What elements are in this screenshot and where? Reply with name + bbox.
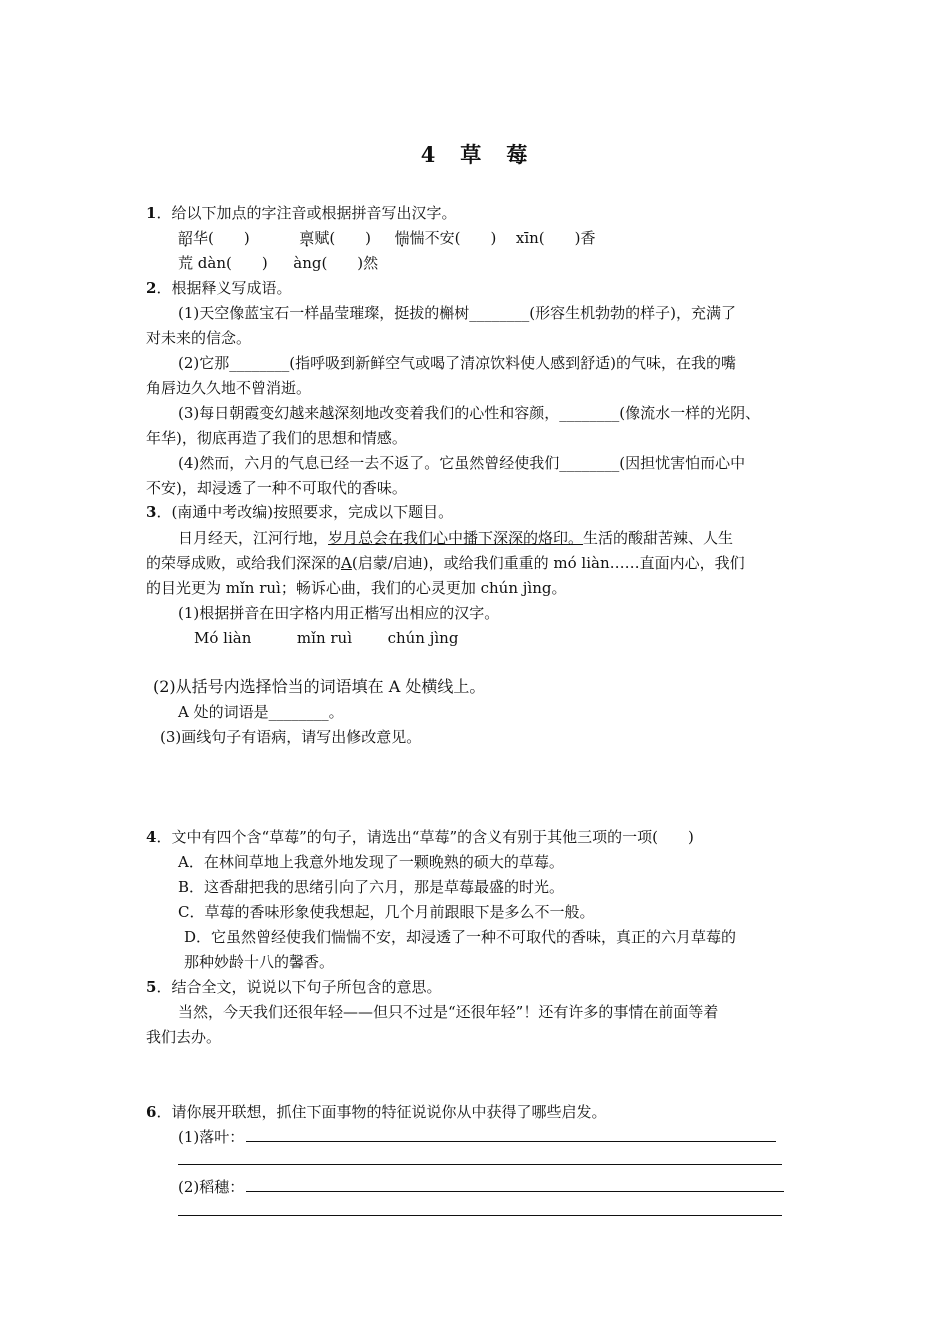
q1-item-xin: xīn( )香 [515,229,596,247]
q1-item-shaohua: 韶华( ) [178,229,250,247]
q6-answer-line-1[interactable] [246,1141,776,1142]
q1-item-bingfu: 禀赋( ) [299,229,372,247]
pinyin-molian: Mó liàn [194,629,252,647]
q6-item-2-label: (2)稻穗： [178,1178,245,1196]
question-3-number: 3 [146,503,157,521]
q4-option-b: B．这香甜把我的思绪引向了六月，那是草莓最盛的时光。 [178,878,565,896]
q3-pinyin-row [194,628,458,648]
question-4-stem [146,827,694,847]
question-2-text: ．根据释义写成语。 [156,279,292,297]
q2-part-4-line-1: (4)然而，六月的气息已经一去不返了。它虽然曾经使我们________(因担忧害怕而心中 [178,454,746,472]
dotted-char: 禀 [299,229,315,247]
question-5-number: 5 [146,978,157,996]
question-2-number: 2 [146,279,157,297]
question-6-number: 6 [146,1103,157,1121]
dotted-char: 惴 [394,229,410,247]
question-3-stem [146,502,453,522]
q4-option-c: C．草莓的香味形象使我想起，几个月前跟眼下是多么不一般。 [178,903,595,921]
q1-item-ang: àng( )然 [293,254,379,272]
q3-passage-line-1: 日月经天，江河行地，岁月总会在我们心中播下深深的烙印。生活的酸甜苦辣、人生 [178,529,734,547]
question-1-number: 1 [146,204,157,222]
dotted-char: 韶 [178,229,194,247]
q2-part-3-line-2: 年华)，彻底再造了我们的思想和情感。 [146,429,407,447]
question-3-text: ．(南通中考改编)按照要求，完成以下题目。 [156,503,454,521]
question-2-stem [146,278,291,298]
q2-part-2-line-1: (2)它那________(指呼吸到新鲜空气或喝了清凉饮料使人感到舒适)的气味，在我的嘴 [178,354,736,372]
q6-answer-line-2[interactable] [178,1164,782,1165]
pinyin-chunjing: chún jìng [387,629,459,647]
q2-part-1-line-1: (1)天空像蓝宝石一样晶莹璀璨，挺拔的槲树________(形容生机勃勃的样子)，充满了 [178,304,736,322]
question-1-row-2 [178,253,378,273]
question-1-text: ．给以下加点的字注音或根据拼音写出汉字。 [156,204,457,222]
q2-part-3-line-1: (3)每日朝霞变幻越来越深刻地改变着我们的心性和容颜，________(像流水一样的光阴、 [178,404,761,422]
page-title: 4 草 莓 [420,142,530,167]
q4-option-a: A．在林间草地上我意外地发现了一颗晚熟的硕大的草莓。 [178,853,564,871]
q5-quote-line-1: 当然，今天我们还很年轻——但只不过是“还很年轻”！还有许多的事情在前面等着 [178,1003,719,1021]
q3-sub-1: (1)根据拼音在田字格内用正楷写出相应的汉字。 [178,604,500,622]
q4-option-d-line-2: 那种妙龄十八的馨香。 [184,953,335,971]
q6-item-1-label: (1)落叶： [178,1128,245,1146]
q6-answer-line-4[interactable] [178,1215,782,1216]
q3-sub-3: (3)画线句子有语病，请写出修改意见。 [160,728,422,746]
question-5-text: ．结合全文，说说以下句子所包含的意思。 [156,978,442,996]
q1-item-huangdan: 荒 dàn( ) [178,254,268,272]
q2-part-2-line-2: 角唇边久久地不曾消逝。 [146,379,312,397]
question-1-row-1 [178,228,596,248]
q2-part-1-line-2: 对未来的信念。 [146,329,252,347]
q4-option-d-line-1: D．它虽然曾经使我们惴惴不安，却浸透了一种不可取代的香味，真正的六月草莓的 [184,928,737,946]
q3-passage-line-3: 的目光更为 mǐn ruì；畅诉心曲，我们的心灵更加 chún jìng。 [146,579,567,597]
underlined-sentence: 岁月总会在我们心中播下深深的烙印。 [328,529,584,547]
q3-sub-2: (2)从括号内选择恰当的词语填在 A 处横线上。 [153,677,486,696]
q5-quote-line-2: 我们去办。 [146,1028,222,1046]
question-6-text: ．请你展开联想，抓住下面事物的特征说说你从中获得了哪些启发。 [156,1103,607,1121]
blank-a-marker: A [341,554,352,572]
question-6-stem [146,1102,606,1122]
question-4-number: 4 [146,828,157,846]
question-5-stem [146,977,441,997]
q1-item-zhuizhui: 惴惴不安( ) [394,229,497,247]
pinyin-minrui: mǐn ruì [296,629,352,647]
question-4-text: ．文中有四个含“草莓”的句子，请选出“草莓”的含义有别于其他三项的一项( ) [156,828,694,846]
question-1-stem [146,203,456,223]
q3-passage-line-2: 的荣辱成败，或给我们深深的A(启蒙/启迪)，或给我们重重的 mó liàn……直面内心，我们 [146,554,745,572]
q6-answer-line-3[interactable] [246,1191,784,1192]
q3-sub-2-answer: A 处的词语是________。 [178,703,344,721]
q2-part-4-line-2: 不安)，却浸透了一种不可取代的香味。 [146,479,407,497]
